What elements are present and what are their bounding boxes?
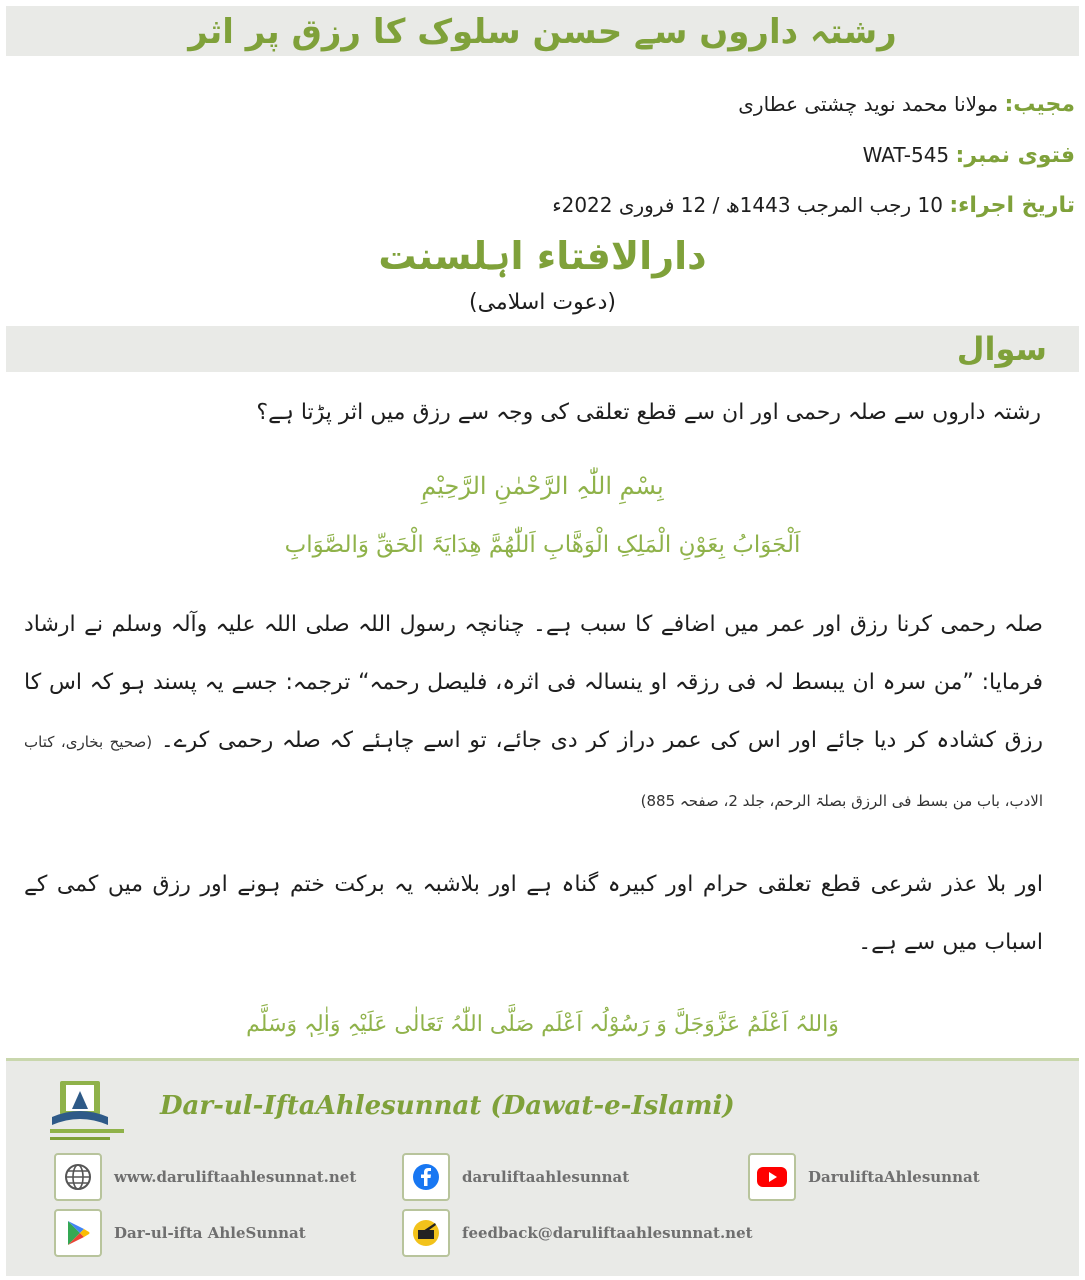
website-url[interactable]: www.daruliftaahlesunnat.net [114,1168,357,1186]
question-heading: سوال [956,330,1047,368]
facebook-handle[interactable]: daruliftaahlesunnat [462,1168,630,1186]
dar-ul-ifta-logo-icon [42,1073,142,1153]
facebook-icon [402,1153,450,1201]
issue-date-label: تاریخ اجراء: [949,193,1075,218]
organization-subtitle: (دعوت اسلامی) [469,290,616,315]
youtube-icon [748,1153,796,1201]
globe-icon [54,1153,102,1201]
title-bar [6,6,1079,56]
bismillah: بِسْمِ اللّٰہِ الرَّحْمٰنِ الرَّحِیْمِ [421,472,664,500]
feedback-email[interactable]: feedback@daruliftaahlesunnat.net [462,1224,753,1242]
play-store-icon [54,1209,102,1257]
fatwa-number-value: WAT-545 [862,143,950,167]
closing-formula: وَاللہُ اَعْلَمُ عَزَّوَجَلَّ وَ رَسُوْلُہ اَعْلَم صَلَّی اللّٰہُ تَعَالٰی عَلَیْہِ وَاٰلِہٖ وَسَلَّم [246,1012,839,1037]
email-link[interactable] [402,1209,753,1257]
question-text: رشتہ داروں سے صلہ رحمی اور ان سے قطع تعلقی کی وجہ سے رزق میں اثر پڑتا ہے؟ [256,400,1041,425]
answer-paragraph-1 [24,596,1043,830]
mujeeb-row [738,92,1075,117]
playstore-name[interactable]: Dar-ul-ifta AhleSunnat [114,1224,306,1242]
footer-brand: Dar-ul-IftaAhlesunnat (Dawat-e-Islami) [160,1091,735,1121]
answer-paragraph-1-text: صلہ رحمی کرنا رزق اور عمر میں اضافے کا سبب ہے۔ چنانچہ رسول اللہ صلی اللہ علیہ وآلہ وسلم نے ارشاد فرمایا: ”من سرہ ان یبسط لہ فی رزقہ او ینسالہ فی اثرہ، فلیصل رحمہ“ ترجمہ: جسے یہ پسند ہو کہ اس کا رزق کشادہ کر دیا جائے اور اس کی عمر دراز کر دی جائے، تو اسے چاہئے کہ صلہ رحمی کرے۔ [24,612,1043,753]
website-link[interactable] [54,1153,356,1201]
fatwa-number-label: فتوی نمبر: [955,143,1075,168]
issue-date-row [552,193,1075,218]
mujeeb-value: مولانا محمد نوید چشتی عطاری [738,92,999,116]
question-heading-bar [6,326,1079,372]
facebook-link[interactable] [402,1153,629,1201]
youtube-handle[interactable]: DaruliftaAhlesunnat [808,1168,980,1186]
page-title: رشتہ داروں سے حسن سلوک کا رزق پر اثر [188,11,897,52]
issue-date-value: 10 رجب المرجب 1443ھ / 12 فروری 2022ء [552,193,943,217]
playstore-link[interactable] [54,1209,306,1257]
fatwa-number-row [863,143,1075,168]
answer-opening: اَلْجَوَابُ بِعَوْنِ الْمَلِکِ الْوَھَّابِ اَللّٰھُمَّ ھِدَایَۃَ الْحَقِّ وَالصَّوَابِ [284,532,801,558]
footer [6,1058,1079,1276]
youtube-link[interactable] [748,1153,980,1201]
answer-paragraph-2: اور بلا عذر شرعی قطع تعلقی حرام اور کبیرہ گناہ ہے اور بلاشبہ یہ برکت ختم ہونے اور رزق میں کمی کے اسباب میں سے ہے۔ [24,872,1043,955]
mujeeb-label: مجیب: [1004,92,1075,117]
hadith-reference: (صحیح بخاری، کتاب الادب، باب من بسط فی الرزق بصلۃ الرحم، جلد 2، صفحہ 885) [24,733,1043,810]
feedback-mail-icon [402,1209,450,1257]
organization-name: دارالافتاء اہلسنت [378,234,707,278]
